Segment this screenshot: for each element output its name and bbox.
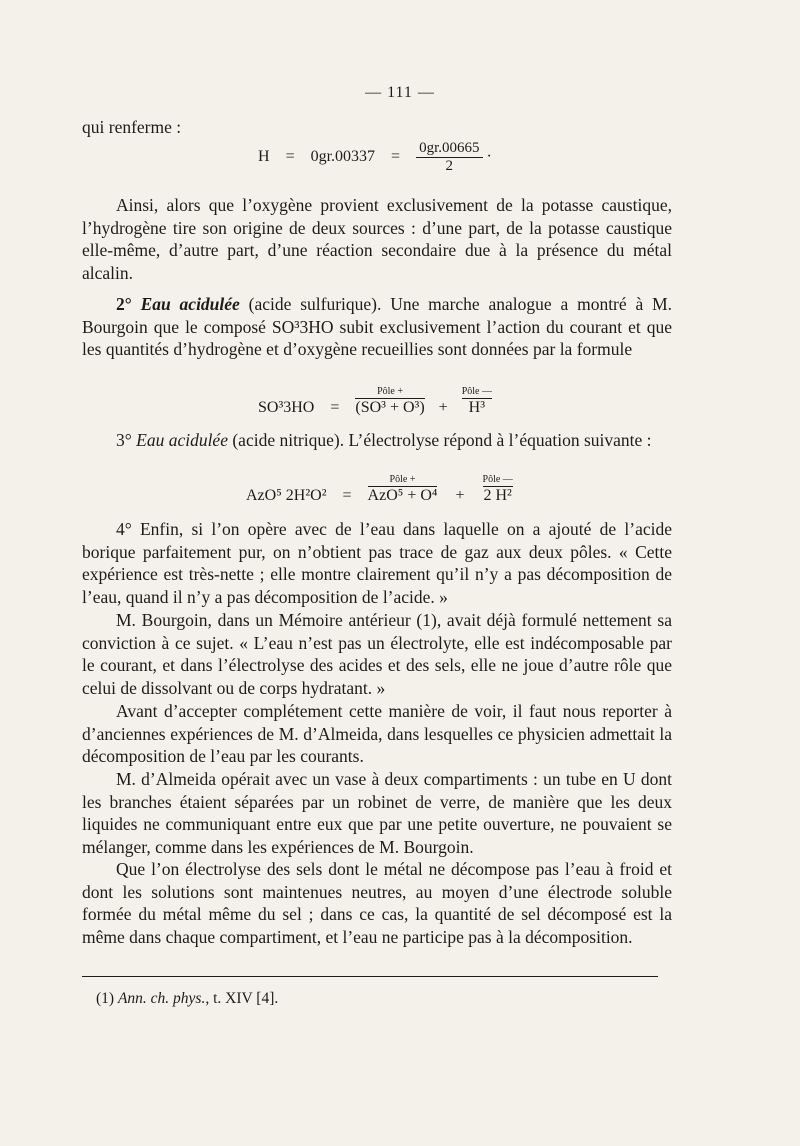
paragraph-3-title: Eau acidulée: [136, 430, 228, 450]
eq1-fraction: [416, 140, 482, 175]
page-number: — 111 —: [365, 84, 435, 101]
equation-hydrogen-mass: [258, 140, 492, 175]
paragraph-3: [82, 429, 672, 452]
paragraph-6: [82, 700, 672, 768]
paragraph-3-text: (acide nitrique). L’électrolyse répond à l’équation suivante :: [232, 430, 652, 450]
eq2-equals: =: [330, 399, 340, 416]
eq1-lhs: H: [258, 148, 270, 166]
paragraph-7-text: M. d’Almeida opérait avec un vase à deux compartiments : un tube en U dont les branches étaient séparées par un robinet de verre, de manière que les deux liquides ne communiquant entre eux que par une petite ouverture, ne pouvaient se mélanger, comme dans les expériences de M. Bourgoin.: [82, 769, 672, 857]
eq2-pole-minus: Pôle —: [461, 386, 492, 397]
eq1-numerator: 0gr.00665: [416, 140, 482, 158]
intro-line: [82, 116, 672, 139]
eq2-group-2: H³: [468, 399, 486, 416]
eq3-plus: +: [455, 487, 465, 504]
eq3-pole-minus: Pôle —: [482, 474, 513, 485]
eq3-group-1: AzO⁵ + O⁴: [367, 487, 438, 504]
paragraph-4: [82, 518, 672, 608]
eq3-group-2: 2 H²: [483, 487, 512, 504]
equation-nitric: [246, 474, 513, 505]
paragraph-8: [82, 858, 672, 948]
footnote: [96, 990, 278, 1008]
eq2-pole-plus: Pôle +: [355, 386, 424, 399]
paragraph-2: [82, 293, 672, 361]
eq1-equals: =: [285, 148, 295, 166]
paragraph-8-text: Que l’on électrolyse des sels dont le métal ne décompose pas l’eau à froid et dont les solutions sont maintenues neutres, au moyen d’une électrode soluble formée du métal même du sel ; dans ce cas, la quantité de sel décomposé est la même dans chaque compartiment, et l’eau ne participe pas à la décomposition.: [82, 859, 672, 947]
paragraph-3-number: 3°: [116, 430, 132, 450]
paragraph-5: [82, 609, 672, 699]
eq1-equals-2: =: [391, 148, 401, 166]
footnote-mark: (1): [96, 990, 115, 1007]
eq2-lhs: SO³3HO: [258, 399, 315, 416]
footnote-reference: Ann. ch. phys.: [117, 990, 206, 1007]
footnote-divider: [82, 976, 658, 977]
eq3-equals: =: [342, 487, 352, 504]
paragraph-1-text: Ainsi, alors que l’oxygène provient exclusivement de la potasse caustique, l’hydrogène tire son origine de deux sources : d’une part, de la potasse caustique elle-même, d’autre part, d’une réaction secondaire due à la présence du métal alcalin.: [82, 195, 672, 283]
paragraph-5-text: M. Bourgoin, dans un Mémoire antérieur (1), avait déjà formulé nettement sa conviction à ce sujet. « L’eau n’est pas un électrolyte, elle est indécomposable par le courant, et dans l’électrolyse des acides et des sels, elle ne joue d’autre rôle que celui de dissolvant ou de corps hydratant. »: [82, 610, 672, 698]
eq3-pole-plus: Pôle +: [368, 474, 438, 487]
eq1-value: 0gr.00337: [310, 148, 376, 166]
paragraph-6-text: Avant d’accepter complétement cette manière de voir, il faut nous reporter à d’anciennes expériences de M. d’Almeida, dans lesquelles ce physicien admettait la décomposition de l’eau par les courants.: [82, 701, 672, 766]
eq1-end: ·: [486, 148, 492, 166]
footnote-rest: , t. XIV [4].: [205, 990, 279, 1007]
paragraph-4-text: 4° Enfin, si l’on opère avec de l’eau dans laquelle on a ajouté de l’acide borique parfaitement pur, on n’obtient pas trace de gaz aux deux pôles. « Cette expérience est très-nette ; elle montre clairement qu’il n’y a pas décomposition de l’eau, quand il n’y a pas décomposition de l’acide. »: [82, 519, 672, 607]
paragraph-2-number: 2°: [116, 294, 132, 314]
eq2-plus: +: [438, 399, 448, 416]
paragraph-7: [82, 768, 672, 858]
paragraph-2-text: (acide sulfurique). Une marche analogue a montré à M. Bourgoin que le composé SO³3HO subit exclusivement l’action du courant et que les quantités d’hydrogène et d’oxygène recueillies sont données par la formule: [82, 294, 672, 359]
eq2-group-1: (SO³ + O³): [355, 399, 425, 416]
equation-sulfuric: [258, 386, 492, 417]
paragraph-2-title: Eau acidulée: [140, 294, 240, 314]
eq1-denominator: 2: [445, 158, 454, 174]
eq3-lhs: AzO⁵ 2H²O²: [246, 487, 327, 504]
intro-text: qui renferme :: [82, 117, 182, 137]
paragraph-1: [82, 194, 672, 284]
